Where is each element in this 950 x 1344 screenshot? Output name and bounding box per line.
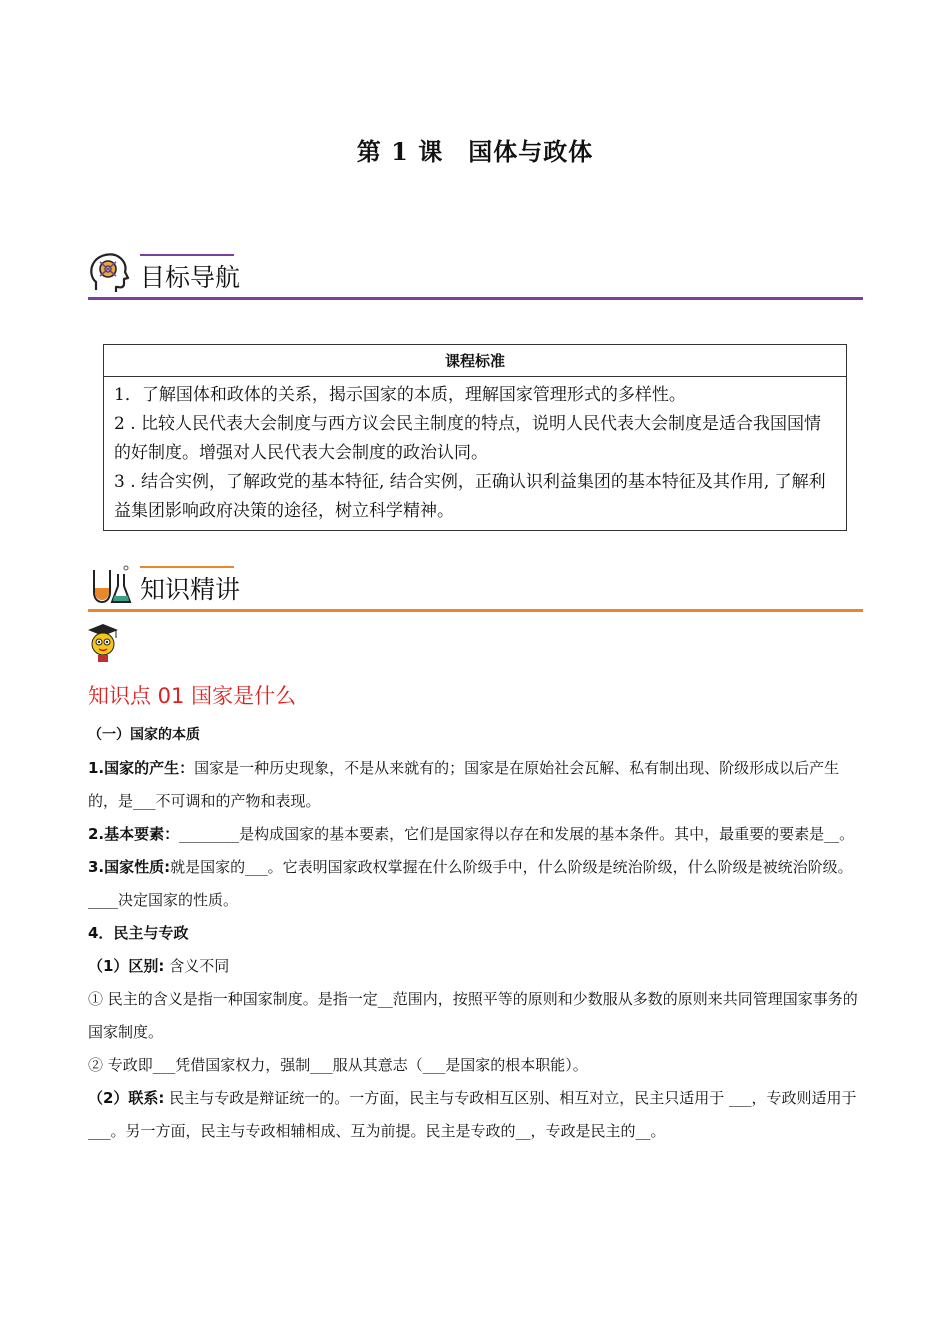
para-label: 2.基本要素：	[88, 825, 180, 843]
header-accent-line	[140, 566, 234, 568]
section-underline	[88, 297, 863, 300]
graduate-mascot-icon	[86, 620, 120, 664]
header-accent-line	[140, 254, 234, 256]
knowledge-point-title: 知识点 01 国家是什么	[88, 684, 297, 708]
standard-item-1: 1．了解国体和政体的关系，揭示国家的本质，理解国家管理形式的多样性。	[114, 385, 686, 405]
para-label: 1.国家的产生：	[88, 759, 195, 777]
para-label: 4．民主与专政	[88, 924, 189, 942]
para-label: 3.国家性质:	[88, 858, 171, 876]
table-header: 课程标准	[104, 345, 847, 377]
para-text: 就是国家的___。它表明国家政权掌握在什么阶级手中，什么阶级是统治阶级，什么阶级是被统治阶级。____决定国家的性质。	[88, 858, 853, 909]
standard-item-2: 2 . 比较人民代表大会制度与西方议会民主制度的特点，说明人民代表大会制度是适合我国国情的好制度。增强对人民代表大会制度的政治认同。	[114, 414, 822, 463]
para-label: （2）联系:	[88, 1089, 165, 1107]
course-standards-table	[103, 344, 847, 531]
section-underline	[88, 609, 863, 612]
para-text: ② 专政即___凭借国家权力，强制___服从其意志（___是国家的根本职能）。	[88, 1056, 588, 1074]
para-label: （1）区别:	[88, 957, 165, 975]
para-text: 民主与专政是辩证统一的。一方面，民主与专政相互区别、相互对立，民主只适用于 ___，专政则适用于___。另一方面，民主与专政相辅相成、互为前提。民主是专政的__，专政是民主的__。	[88, 1089, 857, 1140]
section-label: 知识精讲	[140, 575, 241, 604]
section-header-knowledge	[88, 562, 863, 612]
section-label: 目标导航	[140, 263, 241, 292]
flask-icon	[88, 562, 132, 608]
subheading: （一）国家的本质	[88, 727, 200, 743]
page-title: 第 1 课 国体与政体	[356, 137, 594, 166]
standard-item-3: 3 . 结合实例，了解政党的基本特征, 结合实例，正确认识利益集团的基本特征及其作用, 了解利益集团影响政府决策的途径，树立科学精神。	[114, 472, 826, 521]
section-header-goals	[88, 250, 863, 300]
para-text: ① 民主的含义是指一种国家制度。是指一定__范围内，按照平等的原则和少数服从多数的原则来共同管理国家事务的国家制度。	[88, 990, 858, 1041]
para-text: 含义不同	[164, 957, 230, 975]
para-text: ________是构成国家的基本要素，它们是国家得以存在和发展的基本条件。其中，最重要的要素是__。	[179, 825, 855, 843]
head-gear-icon	[88, 250, 132, 296]
para-text: 国家是一种历史现象，不是从来就有的；国家是在原始社会瓦解、私有制出现、阶级形成以后产生的，是___不可调和的产物和表现。	[88, 759, 840, 810]
knowledge-content	[88, 718, 864, 1148]
